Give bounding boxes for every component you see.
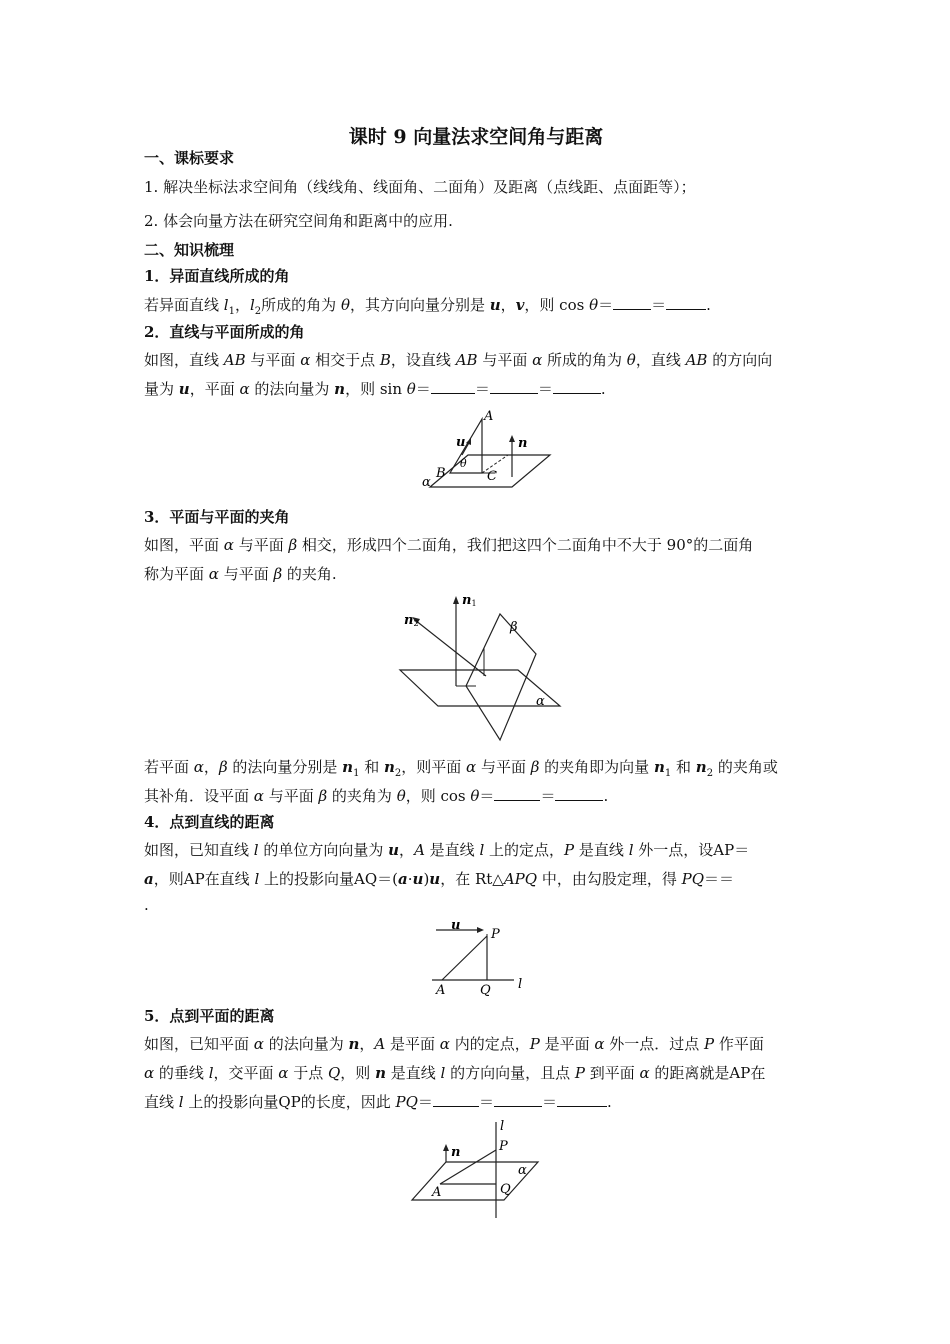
label-C: C — [487, 469, 497, 484]
answer-blank — [494, 786, 540, 801]
page-title: 课时 9 向量法求空间角与距离 — [348, 126, 604, 148]
subheading-point-plane-distance: 5．点到平面的距离 — [144, 1007, 275, 1025]
paragraph-plane-plane-2: 称为平面 α 与平面 β 的夹角. — [144, 565, 337, 583]
label-B: B — [436, 466, 446, 481]
label-n: n — [451, 1145, 461, 1160]
paragraph-skew-lines: 若异面直线 $l_1$，$l_2$所成的角为 θ，其方向向量分别是 u，v，则 cos θ＝ ＝ . — [144, 296, 711, 317]
label-P: P — [499, 1139, 508, 1154]
label-n2: n2 — [404, 613, 419, 628]
requirement-2: 2. 体会向量方法在研究空间角和距离中的应用. — [144, 212, 453, 230]
section-heading-knowledge: 二、知识梳理 — [144, 241, 235, 259]
paragraph-line-plane-1: 如图，直线 AB 与平面 α 相交于点 B，设直线 AB 与平面 α 所成的角为 θ，直线 AB 的方向向 — [144, 351, 773, 369]
paragraph-point-line-1: 如图，已知直线 l 的单位方向向量为 u，A 是直线 l 上的定点，P 是直线 l 外一点，设AP＝ — [144, 841, 750, 859]
answer-blank — [433, 1092, 479, 1107]
paragraph-point-plane-2: α 的垂线 l，交平面 α 于点 Q，则 n 是直线 l 的方向向量，且点 P 到平面 α 的距离就是AP在 — [144, 1064, 766, 1082]
figure-plane-plane-angle — [400, 588, 570, 748]
label-alpha: α — [518, 1163, 527, 1178]
label-alpha: α — [422, 475, 431, 490]
answer-blank — [490, 379, 538, 394]
label-alpha: α — [536, 694, 545, 709]
figure-point-plane-distance — [410, 1118, 550, 1228]
subheading-plane-plane-angle: 3．平面与平面的夹角 — [144, 508, 290, 526]
requirement-1: 1. 解决坐标法求空间角（线线角、线面角、二面角）及距离（点线距、点面距等）； — [144, 178, 696, 196]
answer-blank — [555, 786, 603, 801]
paragraph-line-plane-2: 量为 u，平面 α 的法向量为 n，则 sin θ＝ ＝ ＝ . — [144, 380, 606, 398]
paragraph-point-plane-1: 如图，已知平面 α 的法向量为 n，A 是平面 α 内的定点，P 是平面 α 外一点．过点 P 作平面 — [144, 1035, 764, 1053]
label-beta: β — [510, 620, 518, 635]
label-A: A — [484, 409, 494, 424]
paragraph-plane-normals-2: 其补角．设平面 α 与平面 β 的夹角为 θ，则 cos θ＝ ＝ . — [144, 787, 609, 805]
subheading-point-line-distance: 4．点到直线的距离 — [144, 813, 275, 831]
label-u: u — [456, 435, 466, 450]
label-l: l — [518, 977, 523, 992]
answer-blank — [494, 1092, 542, 1107]
label-theta: θ — [460, 457, 467, 470]
label-n: n — [518, 436, 528, 451]
answer-blank — [613, 295, 651, 310]
label-Q: Q — [500, 1182, 511, 1197]
label-Q: Q — [480, 983, 491, 998]
section-heading-requirements: 一、课标要求 — [144, 149, 235, 167]
paragraph-point-plane-3: 直线 l 上的投影向量QP的长度，因此 PQ＝ ＝ ＝ . — [144, 1093, 612, 1111]
label-A: A — [432, 1185, 442, 1200]
answer-blank — [666, 295, 706, 310]
label-P: P — [491, 927, 500, 942]
figure-line-plane-angle — [410, 405, 570, 495]
label-u: u — [451, 918, 461, 933]
paragraph-plane-plane-1: 如图，平面 α 与平面 β 相交，形成四个二面角，我们把这四个二面角中不大于 90°的二面角 — [144, 536, 754, 554]
label-n1: n1 — [462, 593, 477, 608]
answer-blank — [557, 1092, 607, 1107]
answer-blank — [553, 379, 601, 394]
paragraph-point-line-3: . — [144, 896, 149, 914]
subheading-line-plane-angle: 2．直线与平面所成的角 — [144, 323, 305, 341]
label-A: A — [436, 983, 446, 998]
figure-point-line-distance — [432, 918, 542, 998]
subheading-skew-lines-angle: 1．异面直线所成的角 — [144, 267, 290, 285]
paragraph-point-line-2: a，则AP在直线 l 上的投影向量AQ＝(a·u)u，在 Rt△APQ 中，由勾股定理，得 PQ＝＝ — [144, 870, 735, 888]
label-l: l — [500, 1119, 505, 1134]
paragraph-plane-normals-1: 若平面 α，β 的法向量分别是 $n_1$ 和 $n_2$，则平面 α 与平面 β 的夹角即为向量 $n_1$ 和 $n_2$ 的夹角或 — [144, 758, 778, 779]
answer-blank — [431, 379, 475, 394]
